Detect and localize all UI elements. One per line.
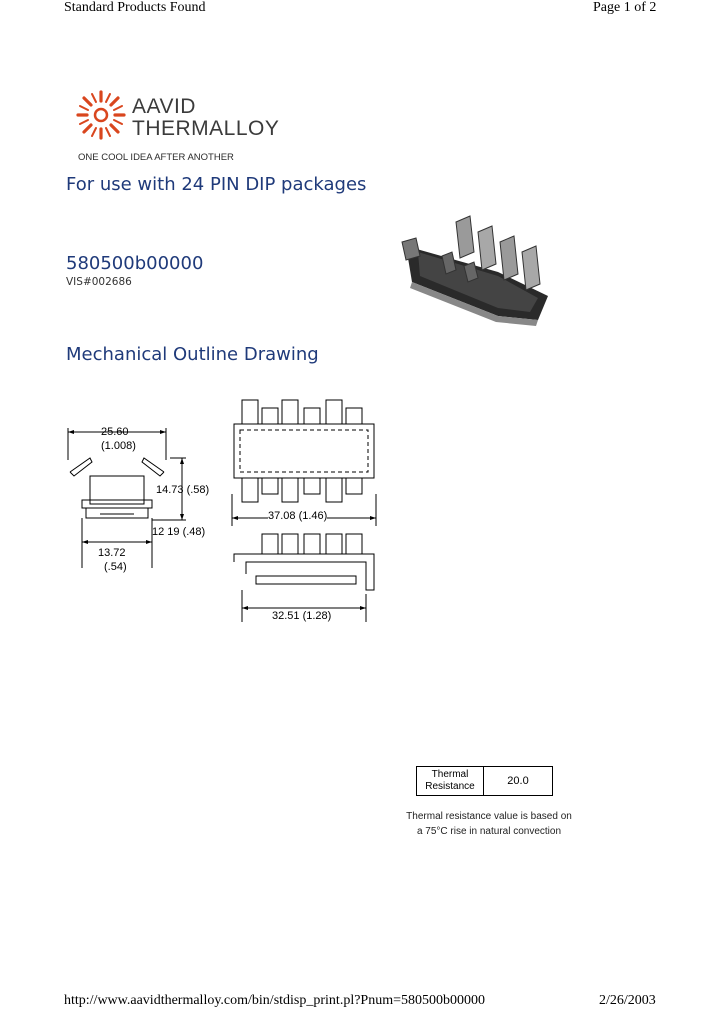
header-title: Standard Products Found — [64, 0, 206, 15]
thermal-label-cell — [417, 767, 484, 796]
dim-length: 37.08 (1.46) — [268, 510, 328, 522]
dim-base-in: (.54) — [104, 561, 127, 573]
vis-number: VIS#002686 — [66, 276, 132, 288]
footer-date: 2/26/2003 — [599, 993, 656, 1008]
dim-bottom: 32.51 (1.28) — [272, 610, 332, 622]
thermal-label-line1: Thermal — [431, 769, 469, 780]
logo-tagline: ONE COOL IDEA AFTER ANOTHER — [78, 152, 234, 163]
page-number: Page 1 of 2 — [593, 0, 657, 15]
dim-base-mm: 13.72 — [98, 547, 126, 559]
thermal-note — [380, 809, 598, 839]
drawing-heading: Mechanical Outline Drawing — [66, 344, 319, 365]
thermal-note-line2: a 75°C rise in natural convection — [416, 826, 562, 837]
dim-clip: 12 19 (.48) — [152, 526, 206, 538]
starburst-icon — [76, 90, 126, 140]
product-photo — [398, 212, 558, 330]
thermal-table — [416, 766, 553, 796]
product-title: For use with 24 PIN DIP packages — [66, 174, 367, 195]
dim-height: 14.73 (.58) — [156, 484, 210, 496]
dim-width-in: (1.008) — [101, 440, 136, 452]
thermal-value: 20.0 — [484, 767, 553, 796]
footer-url: http://www.aavidthermalloy.com/bin/stdisp_print.pl?Pnum=580500b00000 — [64, 993, 485, 1008]
dim-width-mm: 25.60 — [101, 426, 129, 438]
logo-line2: THERMALLOY — [132, 117, 280, 140]
logo-line1: AAVID — [132, 95, 196, 118]
side-view-drawing — [60, 420, 230, 580]
thermal-note-line1: Thermal resistance value is based on — [406, 811, 572, 822]
thermal-label-line2: Resistance — [425, 781, 475, 792]
part-number: 580500b00000 — [66, 253, 204, 274]
